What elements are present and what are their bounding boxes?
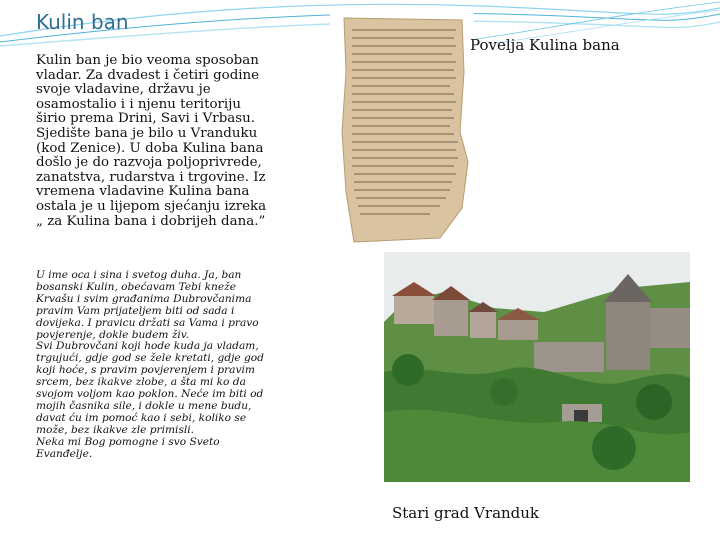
castle-caption: Stari grad Vranduk bbox=[392, 504, 540, 522]
oath-paragraph: Svi Dubrovčani koji hode kuda ja vladam, trgujući, gdje god se žele kretati, gdje god koji hoće, s pravim povjerenjem i pravim srcem, bez ikakve zlobe, a šta mi ko da svojom voljom kao poklon. Neće im biti od mojih časnika sile, i dokle u mene budu, davat ću im pomoć kao i sebi, koliko se može, bez ikakve zle primisli. bbox=[36, 340, 264, 436]
body-text: Kulin ban je bio veoma sposoban vladar. Za dvadest i četiri godine svoje vladavine, državu je osamostalio i i njenu teritoriju širio prema Drini, Savi i Vrbasu. Sjedište bana je bilo u Vranduku (kod Zenice). U doba Kulina bana došlo je do razvoja poljoprivrede, zanatstva, rudarstva i trgovine. Iz vremena vladavine Kulina bana ostala je u lijepom sjećanju izreka „ za Kulina bana i dobrijeh dana.” bbox=[36, 53, 267, 229]
castle-photo bbox=[384, 252, 690, 482]
charter-document-image bbox=[330, 12, 474, 248]
charter-caption: Povelja Kulina bana bbox=[470, 36, 620, 54]
oath-paragraph: U ime oca i sina i svetog duha. Ja, ban bosanski Kulin, obećavam Tebi kneže Krvašu i svim građanima Dubrovčanima pravim Vam prijateljem biti od sada i dovijeka. I pravicu držati sa Vama i pravo povjerenje, dokle budem živ. bbox=[36, 269, 259, 341]
oath-text bbox=[36, 270, 276, 461]
slide-title: Kulin ban bbox=[36, 10, 129, 34]
oath-paragraph: Neka mi Bog pomogne i svo Sveto Evanđelje. bbox=[36, 435, 220, 460]
